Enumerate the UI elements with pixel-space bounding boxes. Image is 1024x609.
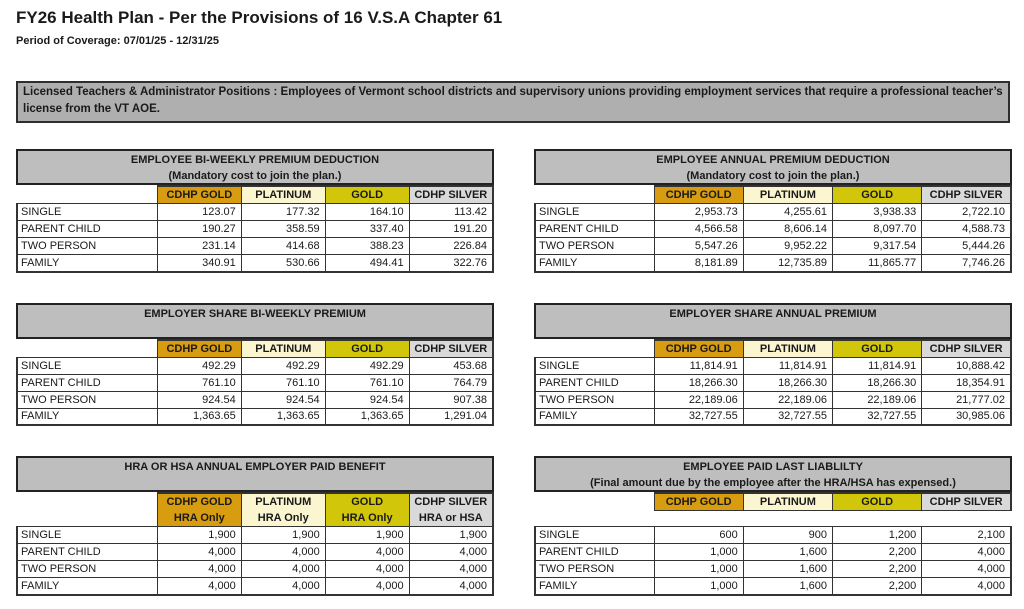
row-label: PARENT CHILD [535,221,654,238]
value-cell: 4,000 [922,544,1011,561]
value-cell: 123.07 [157,204,241,221]
value-cell: 453.68 [409,357,493,374]
column-header-row [535,493,1011,511]
table-title: HRA OR HSA ANNUAL EMPLOYER PAID BENEFIT [124,461,386,473]
value-cell: 4,255.61 [743,204,832,221]
row-label: SINGLE [535,527,654,544]
value-cell: 388.23 [325,238,409,255]
value-cell: 1,363.65 [241,408,325,425]
data-table [16,185,494,273]
column-header-platinum: PLATINUM [743,186,832,204]
table-row [535,255,1011,272]
table-row [535,204,1011,221]
table-employer-share-biweekly-premium [16,303,494,427]
value-cell: 2,200 [833,578,922,595]
value-cell: 358.59 [241,221,325,238]
period-of-coverage: Period of Coverage: 07/01/25 - 12/31/25 [16,35,219,47]
value-cell: 900 [743,527,832,544]
value-cell: 4,000 [409,561,493,578]
header-spacer-cell [17,340,157,358]
value-cell: 11,814.91 [833,357,922,374]
value-cell: 113.42 [409,204,493,221]
table-employee-biweekly-premium-deduction [16,149,494,273]
row-label: TWO PERSON [17,561,157,578]
value-cell: 4,000 [409,578,493,595]
table-row [17,357,493,374]
value-cell: 530.66 [241,255,325,272]
row-label: PARENT CHILD [17,544,157,561]
value-cell: 4,000 [325,544,409,561]
value-cell: 4,000 [157,578,241,595]
row-label: SINGLE [17,527,157,544]
value-cell: 600 [654,527,743,544]
table-title: EMPLOYER SHARE BI-WEEKLY PREMIUM [144,307,366,320]
value-cell: 337.40 [325,221,409,238]
table-title-band [16,303,494,339]
table-row [17,255,493,272]
column-header-cdhp-gold: CDHP GOLD [654,340,743,358]
table-title: EMPLOYEE ANNUAL PREMIUM DEDUCTION [656,154,890,166]
row-label: SINGLE [535,204,654,221]
header-gap-row [535,511,1011,527]
value-cell: 1,900 [409,527,493,544]
table-row [17,561,493,578]
column-header-cdhp-gold: CDHP GOLD [157,340,241,358]
value-cell: 5,444.26 [922,238,1011,255]
value-cell: 18,266.30 [833,374,922,391]
value-cell: 4,000 [325,561,409,578]
value-cell: 11,865.77 [833,255,922,272]
table-row [535,357,1011,374]
table-subtitle: (Mandatory cost to join the plan.) [686,170,860,182]
table-title: EMPLOYEE PAID LAST LIABLILTY [683,461,863,473]
value-cell: 5,547.26 [654,238,743,255]
column-header-cdhp-silver: CDHP SILVER [409,340,493,358]
table-title: EMPLOYER SHARE ANNUAL PREMIUM [669,307,877,320]
table-employer-share-annual-premium [534,303,1012,427]
header-spacer-cell [17,493,157,527]
row-label: PARENT CHILD [535,544,654,561]
value-cell: 322.76 [409,255,493,272]
value-cell: 32,727.55 [833,408,922,425]
row-label: PARENT CHILD [17,221,157,238]
header-spacer-cell [535,493,654,511]
row-label: TWO PERSON [535,391,654,408]
value-cell: 10,888.42 [922,357,1011,374]
table-title-band [16,456,494,492]
value-cell: 1,291.04 [409,408,493,425]
value-cell: 924.54 [157,391,241,408]
table-row [535,221,1011,238]
value-cell: 12,735.89 [743,255,832,272]
table-row [535,391,1011,408]
column-header-row [17,493,493,527]
column-header-sublabel: HRA Only [341,512,393,524]
value-cell: 190.27 [157,221,241,238]
value-cell: 30,985.06 [922,408,1011,425]
value-cell: 924.54 [241,391,325,408]
value-cell: 22,189.06 [743,391,832,408]
value-cell: 8,181.89 [654,255,743,272]
value-cell: 907.38 [409,391,493,408]
value-cell: 18,266.30 [743,374,832,391]
value-cell: 924.54 [325,391,409,408]
value-cell: 1,363.65 [157,408,241,425]
table-row [17,578,493,595]
value-cell: 7,746.26 [922,255,1011,272]
column-header-cdhp-gold: CDHP GOLD HRA Only [157,493,241,527]
table-subtitle: (Final amount due by the employee after the HRA/HSA has expensed.) [590,477,956,489]
row-label: FAMILY [535,408,654,425]
table-title-band [534,149,1012,185]
value-cell: 18,354.91 [922,374,1011,391]
value-cell: 9,952.22 [743,238,832,255]
table-row [17,204,493,221]
column-header-row [17,340,493,358]
value-cell: 3,938.33 [833,204,922,221]
value-cell: 4,588.73 [922,221,1011,238]
value-cell: 2,100 [922,527,1011,544]
value-cell: 4,000 [157,544,241,561]
table-employee-annual-premium-deduction [534,149,1012,273]
column-header-cdhp-silver: CDHP SILVER [922,186,1011,204]
value-cell: 32,727.55 [654,408,743,425]
value-cell: 22,189.06 [833,391,922,408]
column-header-sublabel: HRA or HSA [418,512,483,524]
table-row [17,374,493,391]
value-cell: 764.79 [409,374,493,391]
value-cell: 761.10 [325,374,409,391]
column-header-sublabel: HRA Only [173,512,225,524]
column-header-platinum: PLATINUM [743,340,832,358]
tables-grid [16,149,1010,596]
column-header-cdhp-silver: CDHP SILVER HRA or HSA [409,493,493,527]
value-cell: 4,566.58 [654,221,743,238]
value-cell: 340.91 [157,255,241,272]
value-cell: 1,900 [241,527,325,544]
table-title-band [534,303,1012,339]
row-label: SINGLE [535,357,654,374]
value-cell: 492.29 [241,357,325,374]
value-cell: 4,000 [325,578,409,595]
column-header-cdhp-silver: CDHP SILVER [409,186,493,204]
value-cell: 8,097.70 [833,221,922,238]
row-label: PARENT CHILD [535,374,654,391]
value-cell: 11,814.91 [654,357,743,374]
value-cell: 2,722.10 [922,204,1011,221]
value-cell: 11,814.91 [743,357,832,374]
table-row [17,221,493,238]
page-title: FY26 Health Plan - Per the Provisions of 16 V.S.A Chapter 61 [16,8,503,27]
column-header-gold: GOLD [325,186,409,204]
row-label: FAMILY [17,578,157,595]
column-header-row [17,186,493,204]
value-cell: 1,363.65 [325,408,409,425]
data-table [16,492,494,596]
row-label: FAMILY [17,408,157,425]
value-cell: 22,189.06 [654,391,743,408]
table-row [17,544,493,561]
value-cell: 1,000 [654,561,743,578]
column-header-platinum: PLATINUM HRA Only [241,493,325,527]
value-cell: 231.14 [157,238,241,255]
data-table [534,339,1012,427]
column-header-platinum: PLATINUM [241,340,325,358]
row-label: TWO PERSON [535,238,654,255]
table-employee-paid-last-liability [534,456,1012,596]
value-cell: 32,727.55 [743,408,832,425]
column-header-gold: GOLD HRA Only [325,493,409,527]
table-row [17,238,493,255]
column-header-gold: GOLD [833,186,922,204]
value-cell: 1,900 [157,527,241,544]
row-label: FAMILY [535,578,654,595]
table-row [535,527,1011,544]
table-row [535,238,1011,255]
value-cell: 8,606.14 [743,221,832,238]
column-header-sublabel: HRA Only [257,512,309,524]
value-cell: 177.32 [241,204,325,221]
value-cell: 4,000 [922,561,1011,578]
value-cell: 18,266.30 [654,374,743,391]
value-cell: 4,000 [922,578,1011,595]
value-cell: 1,600 [743,544,832,561]
table-row [17,408,493,425]
value-cell: 9,317.54 [833,238,922,255]
value-cell: 4,000 [409,544,493,561]
header-spacer-cell [535,186,654,204]
value-cell: 4,000 [241,561,325,578]
value-cell: 1,900 [325,527,409,544]
row-label: TWO PERSON [535,561,654,578]
data-table [534,185,1012,273]
table-row [535,544,1011,561]
row-label: TWO PERSON [17,238,157,255]
table-subtitle: (Mandatory cost to join the plan.) [168,170,342,182]
value-cell: 761.10 [157,374,241,391]
table-row [535,578,1011,595]
data-table [534,492,1012,596]
column-header-platinum: PLATINUM [743,493,832,511]
table-title-band [16,149,494,185]
column-header-row [535,186,1011,204]
table-row [535,374,1011,391]
table-row [535,561,1011,578]
value-cell: 492.29 [157,357,241,374]
data-table [16,339,494,427]
value-cell: 494.41 [325,255,409,272]
column-header-cdhp-silver: CDHP SILVER [922,493,1011,511]
row-label: TWO PERSON [17,391,157,408]
value-cell: 2,200 [833,561,922,578]
header-spacer-cell [17,186,157,204]
value-cell: 1,600 [743,578,832,595]
value-cell: 226.84 [409,238,493,255]
row-label: SINGLE [17,357,157,374]
value-cell: 4,000 [241,578,325,595]
value-cell: 164.10 [325,204,409,221]
value-cell: 191.20 [409,221,493,238]
value-cell: 4,000 [241,544,325,561]
table-row [17,391,493,408]
table-row [17,527,493,544]
value-cell: 1,600 [743,561,832,578]
table-row [535,408,1011,425]
row-label: FAMILY [535,255,654,272]
header-spacer-cell [535,340,654,358]
table-title: EMPLOYEE BI-WEEKLY PREMIUM DEDUCTION [130,154,380,166]
value-cell: 4,000 [157,561,241,578]
value-cell: 21,777.02 [922,391,1011,408]
column-header-cdhp-silver: CDHP SILVER [922,340,1011,358]
column-header-gold: GOLD [325,340,409,358]
value-cell: 1,200 [833,527,922,544]
column-header-cdhp-gold: CDHP GOLD [157,186,241,204]
column-header-cdhp-gold: CDHP GOLD [654,186,743,204]
row-label: FAMILY [17,255,157,272]
eligibility-description-banner: Licensed Teachers & Administrator Positions : Employees of Vermont school districts and supervisory unions providing employment services that require a professional teacher’s license from the VT AOE. [16,81,1010,123]
column-header-row [535,340,1011,358]
value-cell: 492.29 [325,357,409,374]
value-cell: 2,200 [833,544,922,561]
table-title-band [534,456,1012,492]
table-hra-hsa-annual-employer-paid-benefit [16,456,494,596]
value-cell: 761.10 [241,374,325,391]
value-cell: 2,953.73 [654,204,743,221]
value-cell: 1,000 [654,544,743,561]
column-header-gold: GOLD [833,493,922,511]
column-header-cdhp-gold: CDHP GOLD [654,493,743,511]
value-cell: 414.68 [241,238,325,255]
row-label: PARENT CHILD [17,374,157,391]
row-label: SINGLE [17,204,157,221]
column-header-platinum: PLATINUM [241,186,325,204]
column-header-gold: GOLD [833,340,922,358]
value-cell: 1,000 [654,578,743,595]
